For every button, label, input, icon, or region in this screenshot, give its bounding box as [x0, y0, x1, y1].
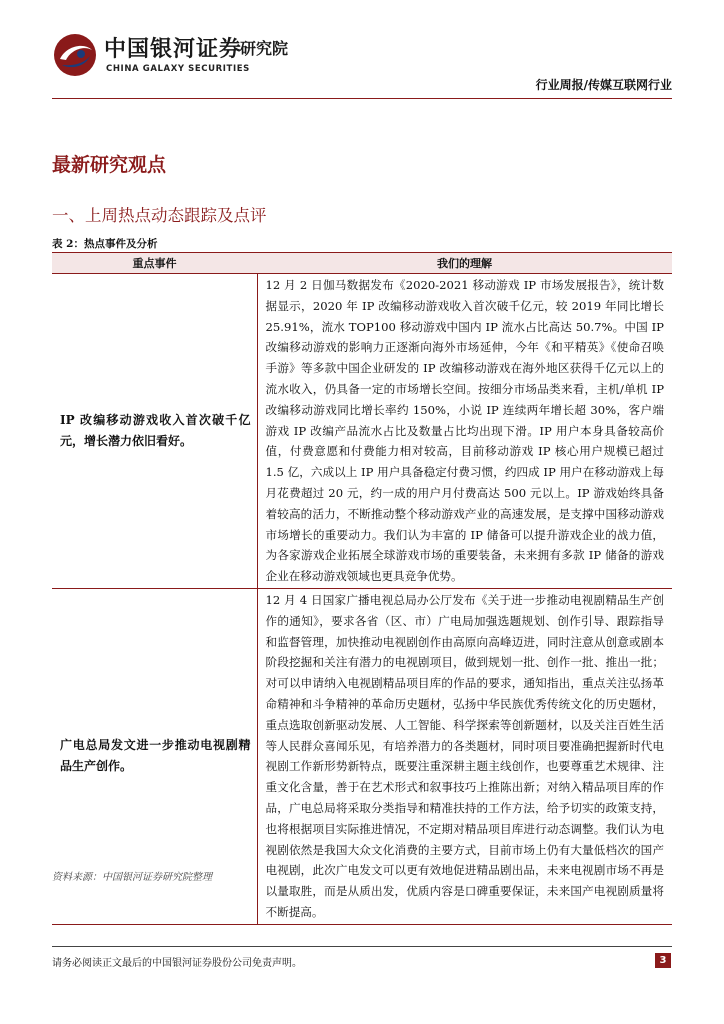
footer-disclaimer: 请务必阅读正文最后的中国银河证券股份公司免责声明。 [52, 958, 302, 969]
galaxy-logo-icon [52, 32, 98, 78]
source-note: 资料来源：中国银河证券研究院整理 [52, 872, 212, 883]
table-row [52, 274, 672, 589]
analysis-cell: 12 月 4 日国家广播电视总局办公厅发布《关于进一步推动电视剧精品生产创作的通知》，要求各省（区、市）广电局加强选题规划、创作引导、跟踪指导和监督管理，加快推动电视剧创作由高原向高峰迈进，同时注意从创意或剧本阶段挖掘和关注有潜力的电视剧项目，做到规划一批、创作一批、推出一批；对可以申请纳入电视剧精品项目库的作品的要求，通知指出，重点关注弘扬革命精神和斗争精神的革命历史题材，弘扬中华民族优秀传统文化的历史题材，重点选取创新驱动发展、人工智能、科学探索等创新题材，以及关注百姓生活等人民群众喜闻乐见，有培养潜力的各类题材，同时项目要准确把握新时代电视剧工作新形势新特点，既要注重深耕主题主线创作，也要尊重艺术规律、注重文化含量，善于在艺术形式和叙事技巧上推陈出新；对纳入精品项目库的作品，广电总局将采取分类指导和精准扶持的工作方法，给予切实的政策支持，也将根据项目实际推进情况，不定期对精品项目库进行动态调整。我们认为电视剧依然是我国大众文化消费的主要方式，目前市场上仍有大量低档次的国产电视剧，此次广电发文可以更有效地促进精品剧出品，未来电视剧市场不再是以量取胜，而是从质出发，优质内容是口碑重要保证，未来国产电视剧质量将不断提高。 [257, 588, 672, 924]
table-caption: 表 2：热点事件及分析 [52, 238, 158, 250]
table-header-analysis: 我们的理解 [257, 253, 672, 274]
header-divider [52, 98, 672, 99]
logo-english-name: CHINA GALAXY SECURITIES [106, 64, 250, 74]
table-header-row [52, 253, 672, 274]
logo-institute-name: 研究院 [240, 39, 289, 58]
footer-divider [52, 946, 672, 947]
event-cell: 广电总局发文进一步推动电视剧精品生产创作。 [52, 588, 257, 924]
hot-events-table [52, 252, 672, 925]
subsection-title: 一、上周热点动态跟踪及点评 [52, 206, 267, 225]
analysis-cell: 12 月 2 日伽马数据发布《2020-2021 移动游戏 IP 市场发展报告》，统计数据显示，2020 年 IP 改编移动游戏收入首次破千亿元，较 2019 年同比增长 25.91%，流水 TOP100 移动游戏中国内 IP 流水占比高达 50.7%。中国 IP 改编移动游戏的影响力正逐渐向海外市场延伸，今年《和平精英》《使命召唤手游》等多款中国企业研发的 IP 改编移动游戏在海外地区获得千亿元以上的流水收入，仍具备一定的市场增长空间。按细分市场品类来看，主机/单机 IP 改编移动游戏同比增长率约 150%，小说 IP 连续两年增长超 30%，客户端游戏 IP 改编产品流水占比及数量占比均出现下滑。IP 用户本身具备较高价值，付费意愿和付费能力相对较高，目前移动游戏 IP 核心用户规模已超过 1.5 亿，六成以上 IP 用户具备稳定付费习惯，约四成 IP 用户在移动游戏上每月花费超过 20 元，约一成的用户月付费高达 500 元以上。IP 游戏始终具备着较高的活力，不断推动整个移动游戏产业的高速发展，是支撑中国移动游戏市场增长的重要动力。我们认为丰富的 IP 储备可以提升游戏企业的战力值，为各家游戏企业拓展全球游戏市场的重要装备，未来拥有多款 IP 储备的游戏企业在移动游戏领域也更具竞争优势。 [257, 274, 672, 589]
report-type: 行业周报/传媒互联网行业 [535, 78, 672, 92]
company-logo [52, 28, 312, 84]
section-title: 最新研究观点 [52, 154, 167, 176]
logo-chinese-name: 中国银河证券 [104, 37, 243, 62]
event-cell: IP 改编移动游戏收入首次破千亿元，增长潜力依旧看好。 [52, 274, 257, 589]
table-header-event: 重点事件 [52, 253, 257, 274]
page-number: 3 [655, 953, 671, 968]
